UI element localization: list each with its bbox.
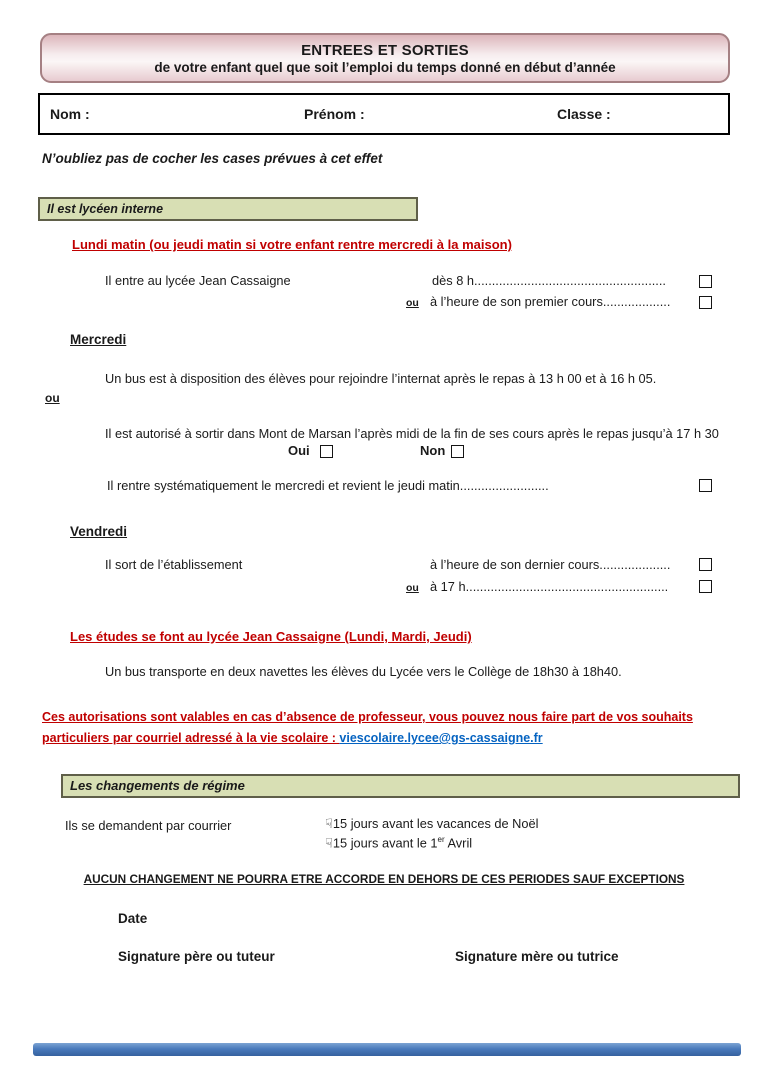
regime-intro: Ils se demandent par courrier bbox=[65, 818, 232, 833]
lundi-ou: ou bbox=[406, 297, 419, 309]
autorisations-line2-text: particuliers par courriel adressé à la vie scolaire : bbox=[42, 731, 340, 745]
date-label: Date bbox=[118, 911, 148, 926]
instruction-note: N’oubliez pas de cocher les cases prévues à cet effet bbox=[42, 151, 383, 166]
heading-vendredi: Vendredi bbox=[70, 524, 128, 539]
vendredi-option-dernier-cours: à l’heure de son dernier cours.................... bbox=[430, 557, 671, 572]
checkbox-17h[interactable] bbox=[699, 580, 712, 593]
identity-box bbox=[38, 93, 730, 135]
lundi-option-premier-cours: à l’heure de son premier cours................... bbox=[430, 294, 671, 309]
lundi-option-des-8h: dès 8 h...................................................... bbox=[432, 273, 666, 288]
footer-decoration-bar bbox=[33, 1043, 741, 1056]
oui-label: Oui bbox=[288, 443, 310, 458]
section-banner-interne: Il est lycéen interne bbox=[38, 197, 418, 221]
autorisations-line1: Ces autorisations sont valables en cas d’absence de professeur, vous pouvez nous faire part de vos souhaits bbox=[42, 710, 693, 724]
regime-bullet-1-text: 15 jours avant les vacances de Noël bbox=[332, 816, 539, 831]
signature-father-label: Signature père ou tuteur bbox=[118, 949, 275, 964]
checkbox-rentre-mercredi[interactable] bbox=[699, 479, 712, 492]
regime-bullet-1 bbox=[325, 816, 539, 832]
regime-bullet-2 bbox=[325, 835, 472, 851]
hand-pointer-icon: ☟ bbox=[325, 816, 333, 831]
mercredi-rentre-text: Il rentre systématiquement le mercredi et revient le jeudi matin......................... bbox=[107, 478, 549, 493]
checkbox-oui[interactable] bbox=[320, 445, 333, 458]
field-label-nom: Nom : bbox=[50, 106, 90, 122]
regime-bullet-2-suffix: Avril bbox=[444, 835, 473, 851]
vendredi-label: Il sort de l’établissement bbox=[105, 557, 243, 572]
mercredi-bus-text: Un bus est à disposition des élèves pour rejoindre l’internat après le repas à 13 h 00 et à 16 h 05. bbox=[105, 371, 657, 386]
field-label-prenom: Prénom : bbox=[304, 106, 365, 122]
checkbox-premier-cours[interactable] bbox=[699, 296, 712, 309]
hand-pointer-icon: ☟ bbox=[325, 835, 333, 851]
mercredi-ou: ou bbox=[45, 391, 60, 405]
lundi-label: Il entre au lycée Jean Cassaigne bbox=[105, 273, 291, 288]
field-label-classe: Classe : bbox=[557, 106, 611, 122]
non-label: Non bbox=[420, 443, 446, 458]
warning-text: AUCUN CHANGEMENT NE POURRA ETRE ACCORDE EN DEHORS DE CES PERIODES SAUF EXCEPTIONS bbox=[83, 872, 685, 886]
mercredi-sortie-text: Il est autorisé à sortir dans Mont de Marsan l’après midi de la fin de ses cours après le repas jusqu’à 17 h 30 bbox=[105, 426, 719, 441]
vie-scolaire-email-link[interactable]: viescolaire.lycee@gs-cassaigne.fr bbox=[339, 731, 543, 745]
heading-mercredi: Mercredi bbox=[70, 332, 127, 347]
checkbox-dernier-cours[interactable] bbox=[699, 558, 712, 571]
heading-lundi: Lundi matin (ou jeudi matin si votre enfant rentre mercredi à la maison) bbox=[72, 237, 512, 252]
heading-etudes: Les études se font au lycée Jean Cassaigne (Lundi, Mardi, Jeudi) bbox=[70, 629, 472, 644]
regime-bullet-2-text: 15 jours avant le 1 bbox=[332, 835, 438, 851]
form-subtitle: de votre enfant quel que soit l’emploi du temps donné en début d’année bbox=[154, 59, 616, 75]
etudes-navettes-text: Un bus transporte en deux navettes les élèves du Lycée vers le Collège de 18h30 à 18h40. bbox=[105, 664, 622, 679]
checkbox-des-8h[interactable] bbox=[699, 275, 712, 288]
title-banner bbox=[40, 33, 730, 83]
vendredi-ou: ou bbox=[406, 582, 419, 594]
section-banner-regime: Les changements de régime bbox=[61, 774, 740, 798]
form-title: ENTREES ET SORTIES bbox=[301, 41, 469, 59]
autorisations-line2 bbox=[42, 730, 543, 745]
signature-mother-label: Signature mère ou tutrice bbox=[455, 949, 619, 964]
vendredi-option-17h: à 17 h......................................................... bbox=[430, 579, 669, 594]
regime-bullet-2-sup: er bbox=[437, 835, 445, 844]
checkbox-non[interactable] bbox=[451, 445, 464, 458]
